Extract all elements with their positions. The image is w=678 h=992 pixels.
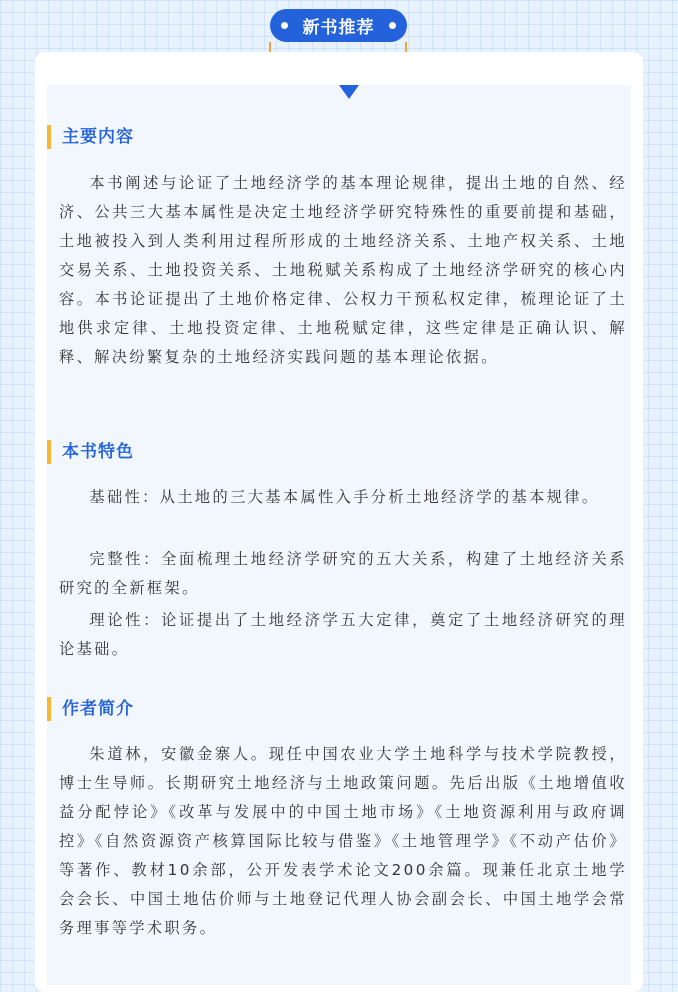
feature-paragraph-basic: 基础性：从土地的三大基本属性入手分析土地经济学的基本规律。 <box>89 488 600 506</box>
content-panel <box>47 85 631 985</box>
section-title-features: 本书特色 <box>47 440 134 464</box>
banner-left-dot <box>281 22 288 29</box>
author-paragraph: 朱道林，安徽金寨人。现任中国农业大学土地科学与技术学院教授，博士生导师。长期研究土地经济与土地政策问题。先后出版《土地增值收益分配悖论》《改革与发展中的中国土地市场》《土地资源利用与政府调控》《自然资源资产核算国际比较与借鉴》《土地管理学》《不动产估价》等著作、教材10余部，公开发表学术论文200余篇。现兼任北京土地学会会长、中国土地估价师与土地登记代理人协会副会长、中国土地学会常务理事等学术职务。 <box>59 745 627 937</box>
header-banner <box>270 9 407 42</box>
banner-right-dot <box>389 22 396 29</box>
section-title-main-content: 主要内容 <box>47 125 134 149</box>
section-title-author: 作者简介 <box>47 697 134 721</box>
down-triangle-icon <box>339 85 359 99</box>
banner-title: 新书推荐 <box>302 18 375 38</box>
main-content-paragraph: 本书阐述与论证了土地经济学的基本理论规律，提出土地的自然、经济、公共三大基本属性是决定土地经济学研究特殊性的重要前提和基础，土地被投入到人类利用过程所形成的土地经济关系、土地产权关系、土地交易关系、土地投资关系、土地税赋关系构成了土地经济学研究的核心内容。本书论证提出了土地价格定律、公权力干预私权定律，梳理论证了土地供求定律、土地投资定律、土地税赋定律，这些定律是正确认识、解释、解决纷繁复杂的土地经济实践问题的基本理论依据。 <box>59 174 627 366</box>
content-card <box>35 52 643 992</box>
feature-paragraph-theory: 理论性：论证提出了土地经济学五大定律，奠定了土地经济研究的理论基础。 <box>59 611 627 658</box>
feature-paragraph-complete: 完整性：全面梳理土地经济学研究的五大关系，构建了土地经济关系研究的全新框架。 <box>59 550 627 597</box>
